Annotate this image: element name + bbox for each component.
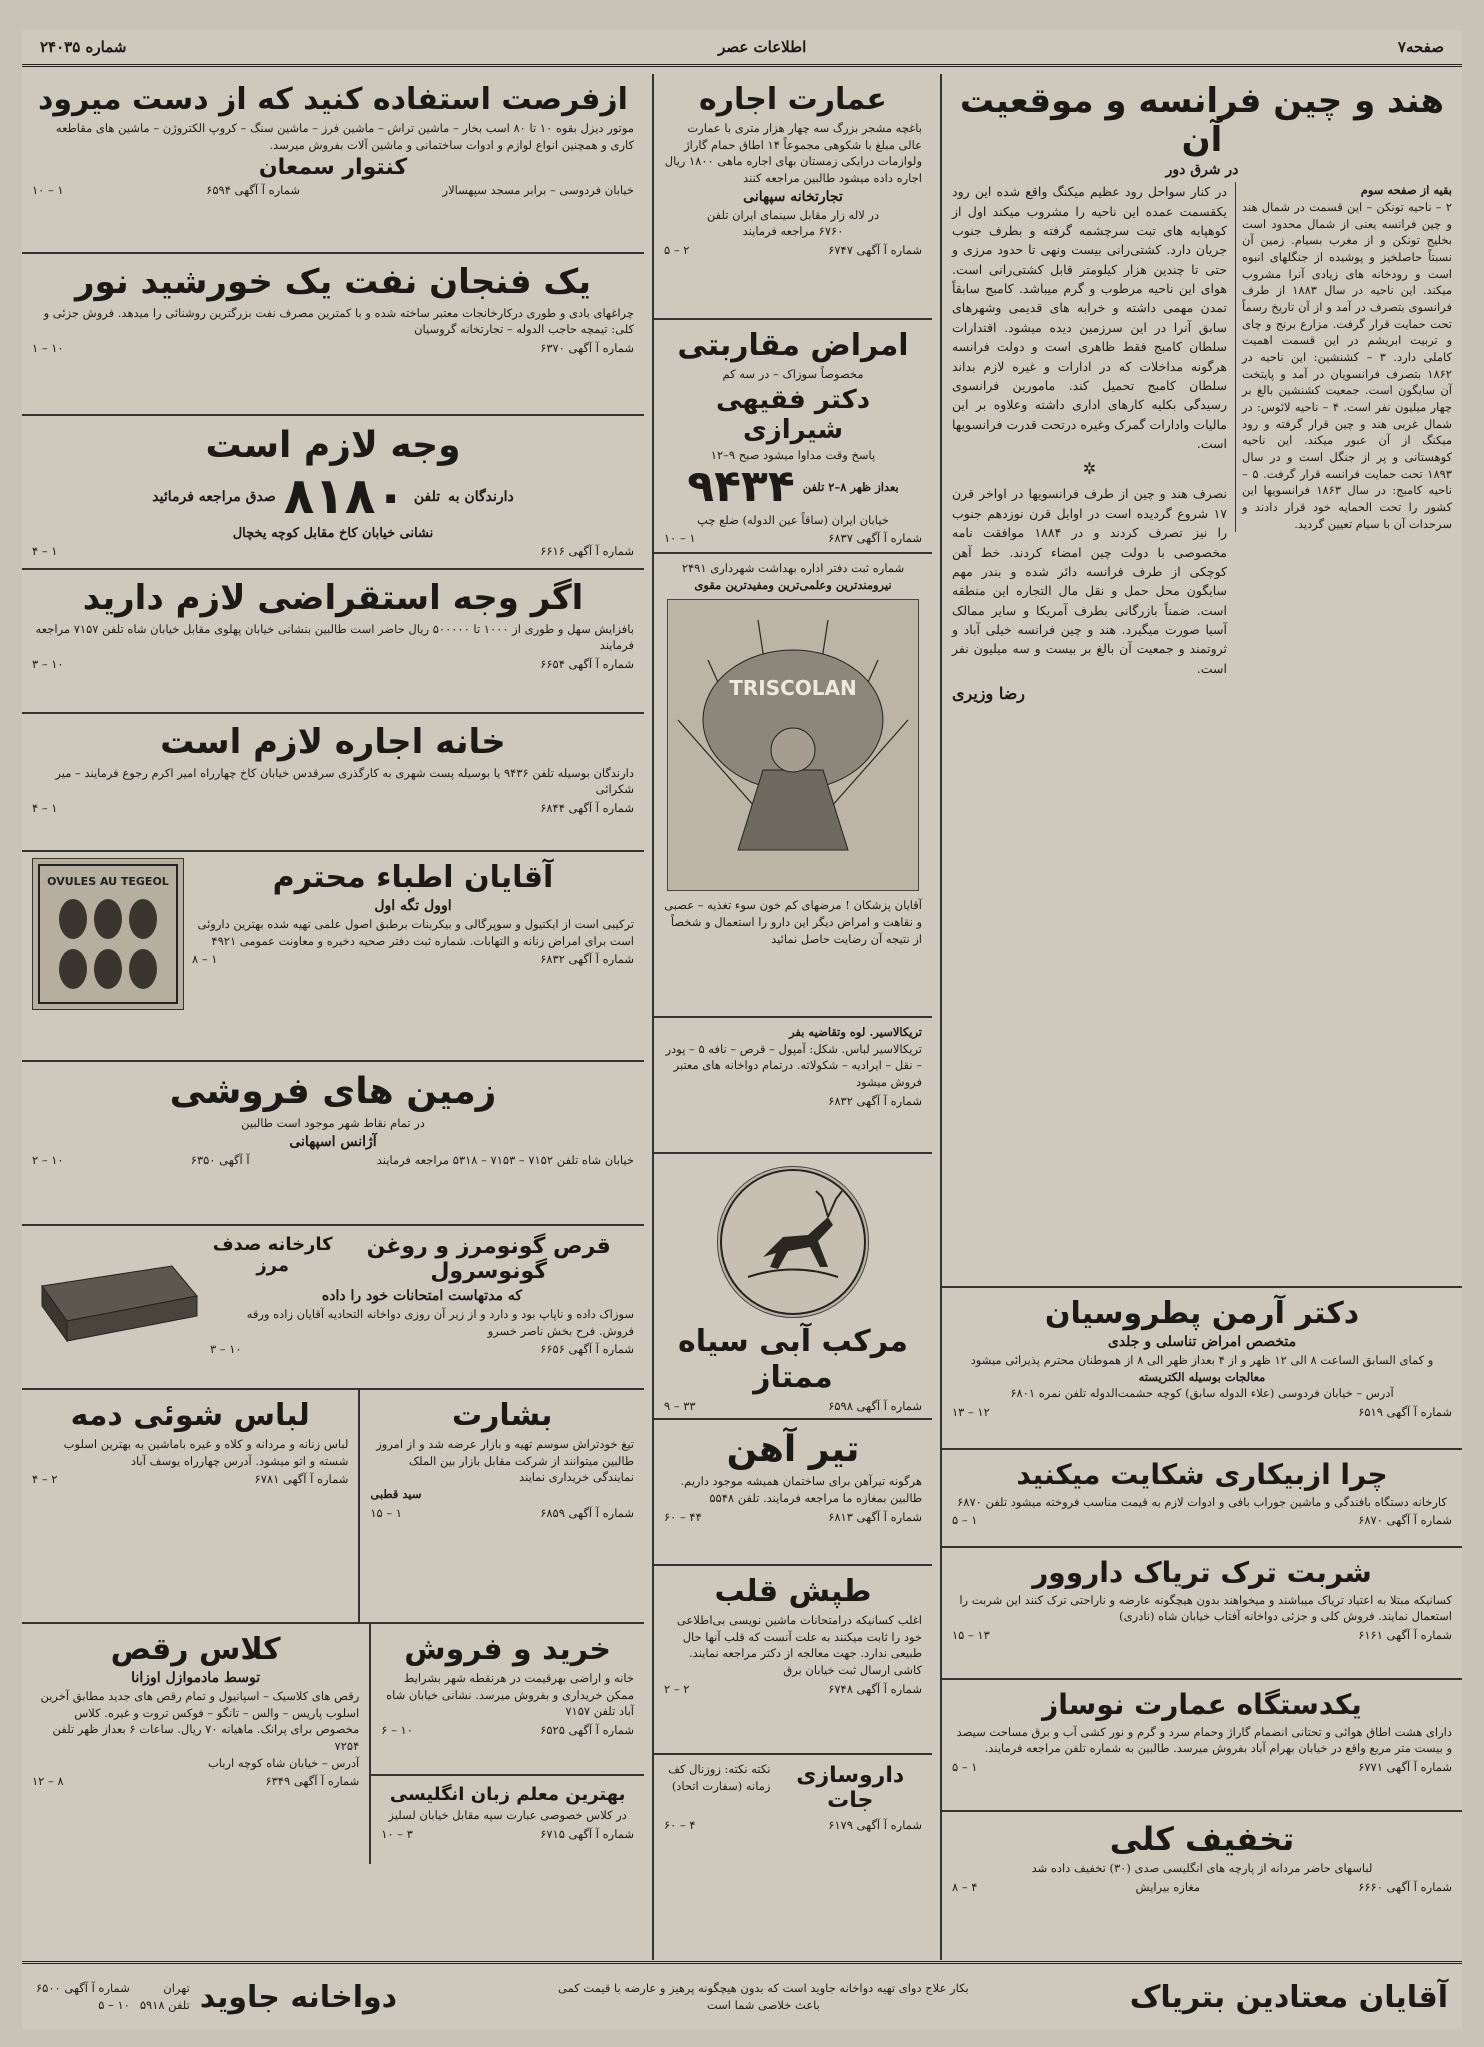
ad-land-address: خیابان شاه تلفن ۷۱۵۲ – ۷۱۵۳ – ۵۳۱۸ مراجعه فرمایند: [376, 1152, 634, 1167]
ad-buy-sell: [371, 1624, 644, 1776]
ad-money-note: صدق مراجعه فرمائید: [152, 488, 276, 505]
ad-building-rent-address: در لاله زار مقابل سینمای ایران تلفن: [706, 207, 880, 222]
ad-machines: [22, 74, 644, 254]
deer-logo-icon: [717, 1166, 869, 1318]
ad-iron-beam-title: تیر آهن: [726, 1429, 860, 1470]
ad-iron-beam: [654, 1420, 932, 1566]
ad-heart: [654, 1566, 932, 1755]
ad-land-agency: آژانس اسپهانی: [289, 1133, 377, 1150]
ad-number: شماره آ آگهی ۶۸۳۷: [828, 531, 922, 546]
masthead: [22, 30, 1462, 67]
ad-number: آ آگهی ۶۳۵۰: [190, 1152, 250, 1167]
ad-code: ۱۳ – ۱۵: [952, 1627, 990, 1642]
ad-code: ۱۰ – ۱: [32, 341, 64, 356]
ad-code: ۱ – ۱۰: [32, 183, 64, 198]
ad-cosmetics-body: تریکالاسیر لباس. شکل: آمپول – قرص – نافه ۵ – پودر – نقل – ایرادیه – شکولاته. درتمام دواخانه های معتبر فروش میشود: [665, 1041, 922, 1090]
ad-money-title: وجه لازم است: [205, 425, 461, 466]
ad-venereal-hours: پاسخ وقت مداوا میشود صبح ۹–۱۲: [710, 447, 876, 462]
ad-building-rent-contact: تجارتخانه سپهانی: [743, 188, 843, 205]
ad-english-title: بهترین معلم زبان انگلیسی: [389, 1784, 626, 1805]
footer-pharmacy-phone: تلفن ۵۹۱۸: [139, 1998, 190, 2012]
ad-dr-armen-specialty: متخصص امراض تناسلی و جلدی: [1107, 1334, 1297, 1350]
ad-dance-class: [22, 1624, 369, 1864]
ad-discount-body: لباسهای حاضر مردانه از پارچه های انگلیسی صدی (۳۰) تخفیف داده شد: [1031, 1861, 1373, 1876]
ad-machines-title: ازفرصت استفاده کنید که از دست میرود: [38, 82, 628, 117]
ad-opium-syrup-body: کسانیکه مبتلا به اعتیاد تریاک میباشند و میخواهند بدون هیچگونه عارضه و ناراحتی ترک کنند این شربت را استعمال نمایند. فروش کلی و جزئی دواخانه آفتاب خیابان شاه (نادری): [959, 1592, 1452, 1624]
ad-number: شماره آ آگهی ۶۷۱۵: [540, 1826, 634, 1841]
newspaper-page: [22, 30, 1462, 2030]
ad-unemployment: [942, 1450, 1462, 1548]
ad-code: ۱۰ – ۵: [98, 1998, 130, 2012]
ad-venereal-address: خیابان ایران (ساقاً عین الدوله) ضلع چپ: [697, 512, 889, 527]
left-column: [22, 74, 644, 1960]
ad-medicine-reg: شماره ثبت دفتر اداره بهداشت شهرداری ۲۴۹۱: [681, 561, 905, 575]
ad-good-news-title: بشارت: [451, 1398, 553, 1433]
ad-venereal-sub: مخصوصاً سوزاک – در سه کم: [722, 367, 864, 381]
ad-gonomers-sub: که مدتهاست امتحانات خود را داده: [321, 1288, 523, 1304]
ad-land-title: زمین های فروشی: [169, 1071, 497, 1112]
ad-number: شماره آ آگهی ۶۸۳۲: [540, 952, 634, 967]
ad-doctors-sub: اوول تگه اول: [374, 898, 452, 914]
ad-doctors-title: آقایان اطباء محترم: [272, 860, 554, 895]
ad-number: شماره آ آگهی ۶۷۴۷: [828, 243, 922, 258]
ad-new-building-body: دارای هشت اطاق هوائی و تحتانی انضمام گاراژ وحمام سرد و گرم و نور کشی آب و برق مساحت سیصد و بیست متر مربع واقع در خیابان بهرام آباد بفروش میرسد. طالبین به شماره تلفن مراجعه فرمایند.: [956, 1724, 1452, 1756]
ad-dr-armen-title: دکتر آرمن پطروسیان: [1044, 1296, 1360, 1331]
ad-lamp-title: یک فنجان نفت یک خورشید نور: [74, 262, 591, 302]
row-buysell-dance: [22, 1624, 644, 1864]
ad-building-rent: [654, 74, 932, 320]
ad-number: شماره آ آگهی ۶۳۷۰: [540, 341, 634, 356]
ad-code: ۱ – ۴: [32, 801, 58, 816]
ad-land-sale: [22, 1062, 644, 1226]
ad-venereal-phone: ۹۴۳۴: [687, 461, 795, 513]
ad-number: شماره آ آگهی ۶۸۱۳: [828, 1509, 922, 1524]
ad-code: ۳۳ – ۹: [664, 1399, 696, 1413]
ad-money-address: نشانی خیابان کاخ مقابل کوچه یخچال: [232, 526, 434, 542]
ad-number: شماره آ آگهی ۶۸۴۴: [540, 801, 634, 816]
ad-code: ۴ – ۶۰: [664, 1818, 696, 1832]
ad-machines-body: موتور دیزل بقوه ۱۰ تا ۸۰ اسب بخار – ماشین تراش – ماشین فرز – ماشین سنگ – کروپ الکتروژن – ماشین های مقاطعه کاری و همچنین انواع لوازم و ادوات ساختمانی و ماشین آلات بفروش میرسد.: [55, 121, 634, 152]
article-title: هند و چین فرانسه و موقعیت آن: [959, 81, 1445, 161]
ad-number: شماره آ آگهی ۶۶۵۶: [540, 1342, 634, 1357]
ad-cosmetics-title: تریکالاسیر. لوه وتقاضیه بفر: [789, 1025, 922, 1039]
ad-new-building: [942, 1680, 1462, 1812]
ad-money-needed: [22, 416, 644, 570]
ad-new-building-title: یکدستگاه عمارت نوساز: [1042, 1688, 1362, 1721]
ad-gonomers: [22, 1226, 644, 1390]
ad-venereal: [654, 320, 932, 554]
ad-number: شماره آ آگهی ۶۵۹۴: [206, 183, 300, 198]
ad-house-rent: [22, 714, 644, 852]
ad-building-rent-body: باغچه مشجر بزرگ سه چهار هزار متری با عمارت عالی مبلغ با شکوهی مجموعاً ۱۴ اطاق حمام گاراژ ولوازمات درایکی زمستان بهای اجاره ماهی ۱۸۰۰ ریال اجاره داده میشود طالبین مراجعه کنند: [664, 121, 922, 186]
ad-laundry-title: لباس شوئی دمه: [70, 1398, 310, 1433]
ad-code: ۱ – ۵: [952, 1759, 978, 1774]
ad-dance-body: رقص های کلاسیک – اسپانیول و تمام رقص های جدید مطابق آخرین اسلوب پاریس – والس – تانگو – فوکس تروت و غیره. کلاس مخصوص برای پرانک. ماهیانه ۷۰ ریال. ساعات ۶ بعداز ظهر تلفن ۷۲۵۴: [40, 1689, 360, 1754]
ad-doctors-body: ترکیبی است از ایکتیول و سوپرگالی و بیکربنات برطبق اصول علمی تهیه شده بهترین داروئی است برای امراض زنانه و التهابات. شماره ثبت دفتر صحیه دخیره و معاونت عمومی ۴۹۲۱: [197, 917, 634, 948]
ad-code: ۳ – ۱۰: [381, 1826, 413, 1841]
ad-code: ۱ – ۸: [192, 952, 218, 967]
ad-venereal-title: امراض مقاربتی: [677, 328, 909, 363]
ad-number: شماره آ آگهی ۶۶۱۶: [540, 544, 634, 559]
ad-house-title: خانه اجاره لازم است: [160, 722, 506, 762]
ad-iron-beam-body: هرگونه تیرآهن برای ساختمان همیشه موجود داریم. طالبین بمغازه ما مراجعه فرمایند. تلفن ۵۵۴۸: [680, 1474, 922, 1505]
ad-laundry-body: لباس زنانه و مردانه و کلاه و غیره باماشین به بهترین اسلوب شسته و اتو میشود. آدرس چهارراه یوسف آباد: [63, 1437, 349, 1468]
ad-code: ۱۰ – ۳: [32, 657, 64, 672]
footer-pharmacy-title: دواخانه جاوید: [199, 1979, 398, 2015]
ad-good-news-body: تیغ خودتراش سوسم تهیه و بازار عرضه شد و از امروز طالبین میتوانند از شرکت مقابل بازار بین الملک نمایندگی خریداری نمایند: [376, 1437, 634, 1485]
issue-number: شماره ۲۴۰۳۵: [40, 38, 127, 56]
ad-gonomers-factory: کارخانه صدف مرز: [212, 1234, 333, 1276]
medicine-illustration: [667, 599, 919, 891]
ad-lamp-body: چراغهای بادی و طوری درکارخانجات معتبر ساخته شده و با کمترین مصرف نفت بزرگترین روشنائی را میدهد. فروش جزئی و کلی: تیمچه حاجب الدوله – تجارتخانه گروسیان: [43, 305, 634, 337]
ad-loan-title: اگر وجه استقراضی لازم دارید: [82, 578, 584, 618]
ad-pharmacy: [654, 1755, 932, 1838]
ad-house-body: دارندگان بوسیله تلفن ۹۴۳۶ یا بوسیله پست شهری به کارگذری سرقدس خیابان کاخ چهارراه امیر اکرم رجوع فرمایند – میر شکرائی: [55, 765, 634, 797]
ad-code: ۱۲ – ۱۳: [952, 1405, 990, 1420]
ad-number: شماره آ آگهی ۶۶۶۰: [1358, 1880, 1452, 1895]
ad-opium-syrup-title: شربت ترک تریاک داروور: [1032, 1556, 1372, 1589]
ad-discount: [942, 1812, 1462, 1900]
ovules-package-illustration: [32, 858, 184, 1010]
ad-code: ۱۰ – ۲: [32, 1152, 64, 1167]
article-subtitle: در شرق دور: [1165, 162, 1239, 179]
ad-code: ۱ – ۱۵: [370, 1505, 402, 1520]
ad-land-body: در تمام نقاط شهر موجود است طالبین: [241, 1116, 425, 1131]
ad-lamp: [22, 254, 644, 416]
ad-dr-armen-hours: و کمای السابق الساعت ۸ الی ۱۲ ظهر و از ۴ بعداز ظهر الی ۸ از هموطنان محترم پذیرائی میشود: [970, 1353, 1434, 1367]
ad-venereal-afternoon: بعداز ظهر ۸–۲ تلفن: [802, 480, 899, 495]
article-indochina: [942, 74, 1462, 1288]
medicine-art-label: TRISCOLAN: [729, 676, 857, 701]
ad-english-body: در کلاس خصوصی عبارت سپه مقابل خیابان لسلیز: [388, 1808, 627, 1822]
ad-good-news-name: سید قطبی: [370, 1487, 422, 1502]
ad-pharmacy-sub: نکته نکته: زوزنال کف زمانه (سفارت اتحاد): [668, 1762, 771, 1793]
ad-number: شماره آ آگهی ۶۷۷۱: [1358, 1759, 1452, 1774]
ad-heart-body: اغلب کسانیکه درامتحانات ماشین نویسی بی‌اطلاعی خود را ثابت میکنند به علت آنست که قلب آنها حال طبیعی ندارد. جهت معالجه از دکتر مراجعه نمایند. کاشی ارسال ثبت خیابان برق: [676, 1613, 922, 1678]
paper-name: اطلاعات عصر: [718, 38, 807, 56]
ad-dance-teacher: توسط مادموازل اوزانا: [131, 1670, 261, 1686]
ad-medicine-title: نیرومندترین وعلمی‌ترین ومفیدترین مقوی: [694, 577, 892, 592]
ad-building-rent-phone: ۶۷۶۰ مراجعه فرمایند: [742, 224, 844, 239]
ad-gonomers-title: قرص گونومرز و روغن گونوسرول: [366, 1234, 611, 1284]
ad-good-news: [358, 1390, 644, 1622]
ad-dance-title: کلاس رقص: [110, 1632, 281, 1667]
ad-buy-sell-title: خرید و فروش: [404, 1632, 612, 1667]
ad-number: شماره آ آگهی ۶۷۴۸: [828, 1681, 922, 1696]
ad-dr-armen-address: آدرس – خیابان فردوسی (علاء الدوله سابق) کوچه حشمت‌الدوله تلفن نمره ۶۸۰۱: [1010, 1386, 1394, 1401]
article-body-1: در کنار سواحل رود عظیم میکنگ واقع شده این رود یکقسمت عمده این ناحیه را مشروب میکند اول از کوهپایه های تبت سرچشمه گرفته و بطرف جنوب جریان دارد. کشتی‌رانی بیست ونهی تا حدود مرزی و حتی تا چندین هزار کیلومتر قابل کشتی‌رانی است. هوای این ناحیه مرطوب و گرم میباشد. کامبج سابقاً تمدن مهمی داشته و خرابه های قدیمی وشهرهای سابق آنرا در این سرزمین دیده میشود. اقتدارات سلطان کامبج فقط ظاهری است و دولت فرانسه هرگونه مداخلات که در ادارات و غیره لازم بداند سلطان کامبج تحمیل کند. مامورین فرانسوی رسیدگی بکلیه کارهای اداری داشته وعلاوه بر این مالیات وادارات گمرک وغیره درتحت قدرت فرانسویها است.: [952, 184, 1227, 452]
ad-code: ۱۰ – ۶: [381, 1723, 413, 1738]
ad-buy-sell-body: خانه و اراضی بهرقیمت در هرنقطه شهر بشرایط ممکن خریداری و بفروش میرسد. نشانی خیابان شاه آباد تلفن ۷۱۵۷: [386, 1671, 634, 1719]
ad-number: شماره آ آگهی ۶۵۰۰: [36, 1981, 130, 1996]
ad-venereal-doctor: دکتر فقیهی شیرازی: [715, 384, 871, 445]
ad-laundry: [22, 1390, 358, 1622]
ad-code: ۴ – ۸: [952, 1880, 978, 1895]
ad-code: ۲ – ۵: [664, 243, 690, 258]
ad-discount-shop: مغازه بیرایش: [1135, 1880, 1201, 1895]
ad-medicine-caption: آقایان پزشکان ! مرضهای کم خون سوء تغذیه – عصبی و نقاهت و امراض دیگر این دارو را استعمال و شخصاً از نتیجه آن رضایت حاصل نمائید: [664, 898, 922, 946]
ad-discount-title: تخفیف کلی: [1109, 1820, 1295, 1858]
article-signature: رضا وزیری: [952, 684, 1026, 704]
page-number: صفحه۷: [1397, 38, 1444, 56]
article-body-2: نصرف هند و چین از طرف فرانسویها در اواخر قرن ۱۷ شروع گردیده است در اوایل قرن نوزدهم جنوب را نیز تصرف کردند و در ۱۸۸۴ موافقت نامه مخصوصی با دولت چین امضاء کردند. خط آهن کوچکی از طرف فرانسه دائر شده و بندر مهم سایگون محل حمل و نقل مال التجاره این منطقه است. ضمناً بازرگانی بطرف آمریکا و سایر ممالک آسیا صورت میگیرد. هند و چین فرانسه خیلی آباد و ثروتمند و جمعیت آن بالغ بر بیست و سه میلیون نفر است.: [952, 486, 1227, 676]
ad-number: شماره آ آگهی ۶۸۳۲: [828, 1093, 922, 1108]
ad-code: ۸ – ۱۲: [32, 1774, 64, 1789]
ad-machines-address: خیابان فردوسی – برابر مسجد سپهسالار: [442, 183, 634, 198]
right-column: [940, 74, 1462, 1960]
ad-code: ۱ – ۱۰: [664, 531, 696, 546]
ad-ink-brand: مرکب آبی سیاه ممتاز: [678, 1324, 908, 1395]
footer-pharmacy-city: تهران: [163, 1981, 190, 1996]
article-side-column: ۲ – ناحیه تونکن – این قسمت در شمال هند و چین فرانسه یعنی از شمال محدود است بخلیج تونکن و از مغرب بسیام. زمین آن نسبتاً حاصلخیز و پوشیده از جنگلهای انبوه است و رودخانه های زیادی آنرا مشروب میکند. این ناحیه در سال ۱۸۸۳ از طرف فرانسوی بتصرف در آمد و از آن تاریخ رسماً تحت حمایت قرار گرفت. مزارع برنج و چای و تربیت ابریشم در این قسمت اهمیت کاملی دارد. ۳ – کشنشین: این ناحیه در ۱۸۶۲ بتصرف فرانسویان در آمد و پایتخت آن سایگون است. جمعیت کشنشین بالغ بر چهار میلیون نفر است. ۴ – ناحیه لائوس: در شمال غربی هند و چین قرار گرفته و رود میکنگ از آن عبور میکند. این ناحیه کوهستانی و پر از جنگل است و در سال ۱۸۹۳ تحت حمایت فرانسه قرار گرفت. ۵ – ناحیه کامبج: در سال ۱۸۶۳ فرانسویها این کشور را تحت الحمایه خود قرار دادند و سرحدات آن با سیام تعیین گردید.: [1242, 199, 1453, 531]
stack-buysell-english: [369, 1624, 644, 1864]
footer-addicts-title: آقایان معتادین بتریاک: [1129, 1979, 1448, 2015]
ad-dr-armen-electro: معالجات بوسیله الکتریسته: [1138, 1369, 1266, 1384]
ad-english-teacher: [371, 1776, 644, 1847]
ad-code: ۴۴ – ۶۰: [664, 1509, 702, 1524]
ad-code: ۱ – ۴: [32, 544, 58, 559]
ad-ink: [654, 1154, 932, 1420]
row-good-news-laundry: [22, 1390, 644, 1624]
ad-heart-title: طپش قلب: [714, 1574, 872, 1609]
ad-code: ۲ – ۴: [32, 1472, 58, 1487]
ad-number: شماره آ آگهی ۶۱۶۱: [1358, 1627, 1452, 1642]
ad-cosmetics: [654, 1018, 932, 1154]
ad-money-phone: ۸۱۸۰: [283, 467, 406, 526]
ad-pharmacy-title: داروسازی جات: [796, 1763, 905, 1813]
ad-loan: [22, 570, 644, 714]
ad-money-lead: دارندگان به: [448, 488, 514, 505]
ad-number: شماره آ آگهی ۶۳۴۹: [265, 1774, 360, 1789]
tablet-box-illustration: [32, 1256, 202, 1346]
ad-gonomers-body: سوزاک داده و ناپاپ بود و دارد و از زیر آن روزی دواخانه التحادیه آقایان زاده ورقه فروش. فرح بخش ناصر خسرو: [246, 1307, 634, 1338]
ad-code: ۲ – ۲: [664, 1681, 690, 1696]
ad-unemployment-title: چرا ازبیکاری شکایت میکنید: [1016, 1458, 1388, 1491]
star-ornament-icon: ✲: [1082, 459, 1097, 479]
ad-number: شماره آ آگهی ۶۵۲۵: [540, 1723, 634, 1738]
ovules-package-label: OVULES AU TEGEOL: [47, 875, 169, 888]
ad-machines-brand: کنتوار سمعان: [258, 155, 408, 181]
ad-number: شماره آ آگهی ۶۱۷۹: [828, 1818, 922, 1832]
ad-number: شماره آ آگهی ۶۶۵۴: [540, 657, 634, 672]
footer-addicts-body: بکار علاج دوای تهیه دواخانه جاوید است که بدون هیچگونه پرهیز و عارضه با قیمت کمی باعث خلاصی شما است: [558, 1981, 969, 2012]
ad-dr-armen: [942, 1288, 1462, 1450]
ad-code: ۱ – ۵: [952, 1513, 978, 1528]
ad-doctors-ovules: [22, 852, 644, 1062]
ad-number: شماره آ آگهی ۶۸۵۹: [540, 1505, 634, 1520]
ad-code: ۱۰ – ۳: [210, 1342, 242, 1357]
ad-opium-syrup: [942, 1548, 1462, 1680]
ad-number: شماره آ آگهی ۶۵۱۹: [1358, 1405, 1452, 1420]
ad-number: شماره آ آگهی ۶۷۸۱: [254, 1472, 349, 1487]
ad-dance-address: آدرس – خیابان شاه کوچه ارباب: [207, 1755, 360, 1770]
ad-unemployment-body: کارخانه دستگاه بافندگی و ماشین جوراب بافی و ادوات لازم به قیمت مناسب فروخته میشود تلفن ۶۸۷۰: [957, 1494, 1447, 1509]
ad-number: شماره آ آگهی ۶۵۹۸: [828, 1399, 922, 1413]
middle-column: [652, 74, 932, 1960]
ad-money-phone-label: تلفن: [413, 488, 441, 505]
footer-strip: [22, 1961, 1462, 2030]
article-continued: بقیه از صفحه سوم: [1360, 183, 1452, 198]
ad-loan-body: بافزایش سهل و طوری از ۱۰۰۰ تا ۵۰۰۰۰۰ ریال حاضر است طالبین بنشانی خیابان پهلوی مقابل خیابان شاه تلفن ۷۱۵۷ مراجعه فرمایند: [35, 621, 634, 653]
ad-number: شماره آ آگهی ۶۸۷۰: [1358, 1513, 1452, 1528]
ad-medicine-tonic: [654, 554, 932, 1018]
ad-building-rent-title: عمارت اجاره: [699, 82, 887, 117]
